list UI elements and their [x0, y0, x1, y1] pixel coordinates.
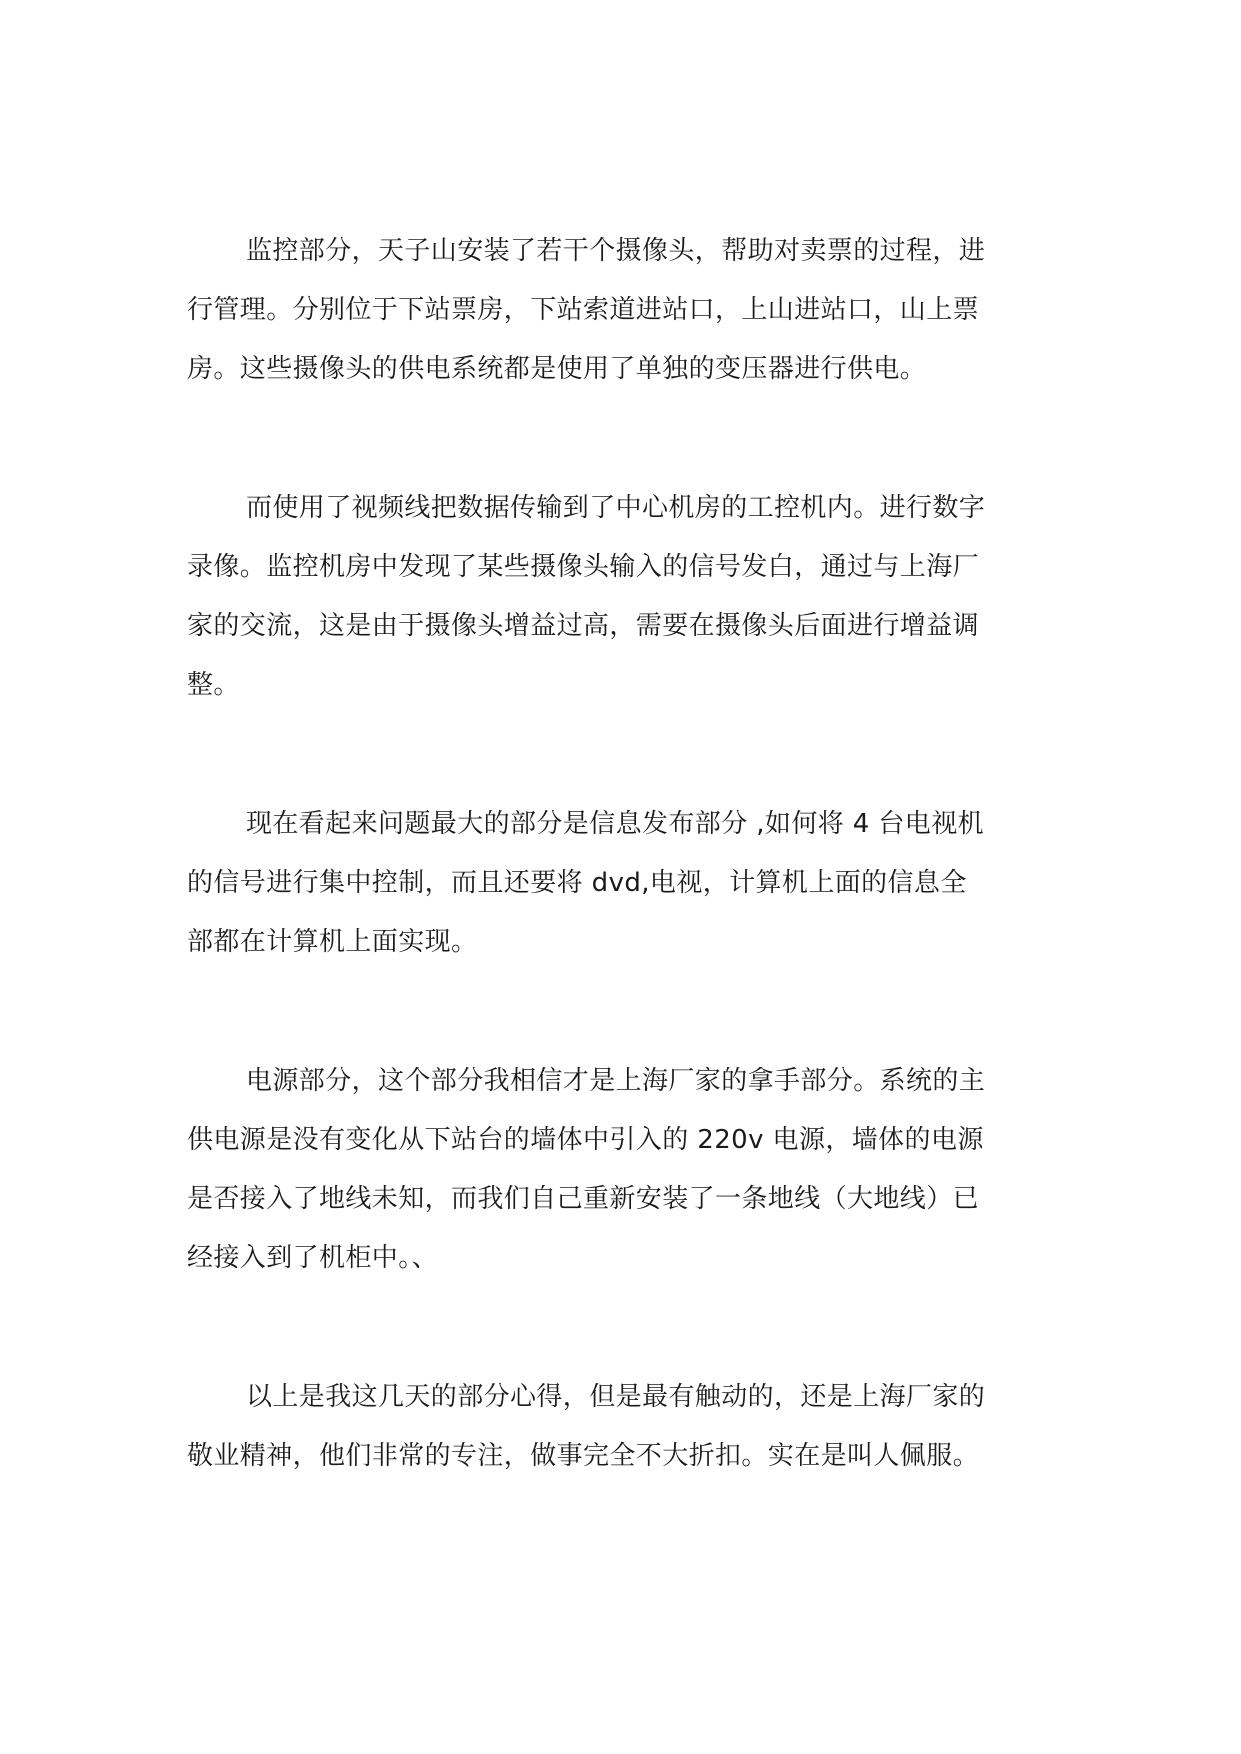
paragraph-line: 整。 — [187, 670, 240, 700]
paragraph-line: 敬业精神，他们非常的专注，做事完全不大折扣。实在是叫人佩服。 — [187, 1441, 980, 1471]
paragraph-monitoring — [187, 222, 1049, 399]
paragraph-line: 而使用了视频线把数据传输到了中心机房的工控机内。进行数字 — [246, 493, 986, 523]
paragraph-line: 行管理。分别位于下站票房，下站索道进站口，上山进站口，山上票 — [187, 295, 980, 325]
paragraph-power-supply — [187, 1052, 1049, 1288]
paragraph-info-publishing — [187, 795, 1049, 972]
paragraph-line: 房。这些摄像头的供电系统都是使用了单独的变压器进行供电。 — [187, 354, 927, 384]
paragraph-line: 供电源是没有变化从下站台的墙体中引入的 220v 电源，墙体的电源 — [187, 1125, 984, 1155]
paragraph-line: 经接入到了机柜中。、 — [187, 1243, 439, 1273]
document-body — [187, 222, 1049, 1486]
paragraph-line: 监控部分，天子山安装了若干个摄像头，帮助对卖票的过程，进 — [246, 236, 986, 266]
paragraph-line: 的信号进行集中控制，而且还要将 dvd,电视，计算机上面的信息全 — [187, 868, 967, 898]
paragraph-line: 现在看起来问题最大的部分是信息发布部分 ,如何将 4 台电视机 — [246, 809, 985, 839]
paragraph-line: 录像。监控机房中发现了某些摄像头输入的信号发白，通过与上海厂 — [187, 552, 980, 582]
paragraph-line: 部都在计算机上面实现。 — [187, 927, 478, 957]
paragraph-video-transmission — [187, 479, 1049, 715]
paragraph-line: 是否接入了地线未知，而我们自己重新安装了一条地线（大地线）已 — [187, 1184, 980, 1214]
paragraph-conclusion — [187, 1368, 1049, 1486]
paragraph-line: 家的交流，这是由于摄像头增益过高，需要在摄像头后面进行增益调 — [187, 611, 980, 641]
paragraph-line: 以上是我这几天的部分心得，但是最有触动的，还是上海厂家的 — [246, 1382, 986, 1412]
paragraph-line: 电源部分，这个部分我相信才是上海厂家的拿手部分。系统的主 — [246, 1066, 986, 1096]
